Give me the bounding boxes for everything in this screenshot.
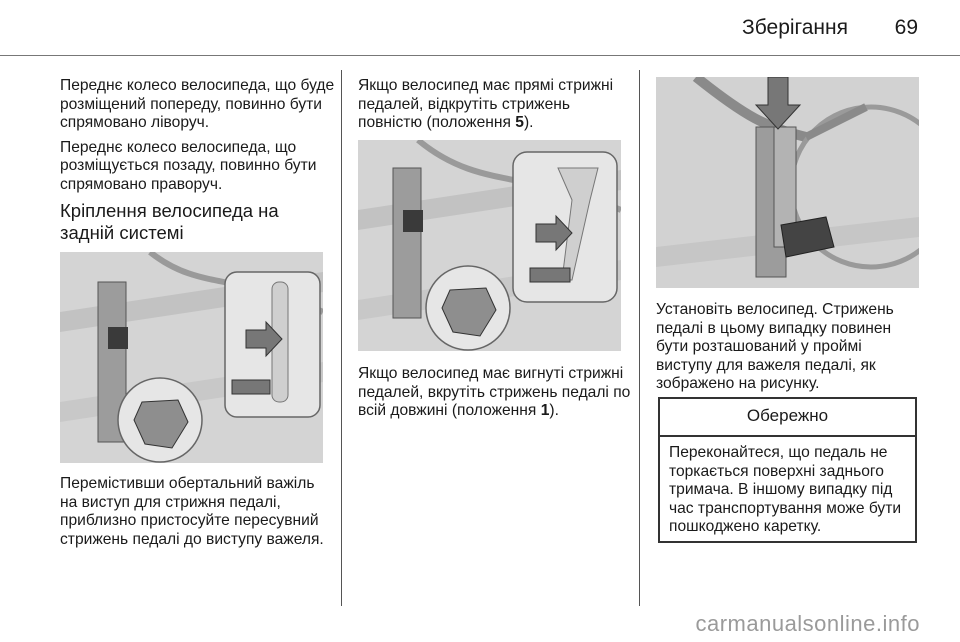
paragraph-move-lever: Перемістивши обертальний важіль на виступ для стрижня педалі, приблизно пристосуйте пересувний стрижень педалі до виступу важеля. [60, 475, 324, 548]
paragraph-front-wheel-right: Переднє колесо велосипеда, що розміщується позаду, повинно бути спрямовано праворуч. [60, 138, 317, 193]
paragraph-straight-pedals [358, 77, 633, 133]
straight-pedals-end: ). [523, 114, 534, 131]
pedal-lever-illustration [60, 252, 323, 463]
column-divider-2 [639, 70, 640, 606]
straight-pedal-illustration [358, 140, 621, 351]
column-3-text [656, 301, 921, 400]
column-divider-1 [341, 70, 342, 606]
straight-pedals-text: Якщо велосипед має прямі стрижні педалей, відкрутіть стрижень повністю (положення [358, 77, 614, 131]
column-2-top [358, 77, 633, 139]
position-1: 1 [540, 402, 550, 419]
column-2-bottom [358, 365, 633, 427]
bike-installed-illustration [656, 77, 919, 288]
watermark: carmanualsonline.info [695, 611, 920, 636]
warning-title: Обережно [660, 399, 915, 437]
figure-pedal-lever [60, 252, 323, 463]
figure-straight-pedal [358, 140, 621, 351]
paragraph-front-wheel-left: Переднє колесо велосипеда, що буде розміщений попереду, повинно бути спрямовано ліворуч. [60, 77, 335, 131]
position-5: 5 [515, 114, 524, 131]
warning-text: Переконайтеся, що педаль не торкається поверхні заднього тримача. В іншому випадку під час транспортування може бути пошкоджено каретку. [669, 444, 902, 535]
header-rule [0, 55, 960, 56]
paragraph-curved-pedals [358, 365, 633, 421]
warning-box [658, 397, 917, 543]
column-1-bottom [60, 475, 335, 555]
paragraph-install-bike: Установіть велосипед. Стрижень педалі в цьому випадку повинен бути розташований у проймі виступу для важеля педалі, як зображено на рисунку. [656, 301, 894, 392]
curved-pedals-text: Якщо велосипед має вигнуті стрижні педалей, вкрутіть стрижень педалі по всій довжині (положення [358, 365, 631, 419]
section-heading: Кріплення велосипеда на задній системі [60, 200, 279, 243]
page-number: 69 [894, 16, 918, 39]
figure-bike-installed [656, 77, 919, 288]
page-title: Зберігання [742, 16, 848, 39]
column-1-top [60, 77, 335, 244]
curved-pedals-end: ). [549, 402, 559, 419]
